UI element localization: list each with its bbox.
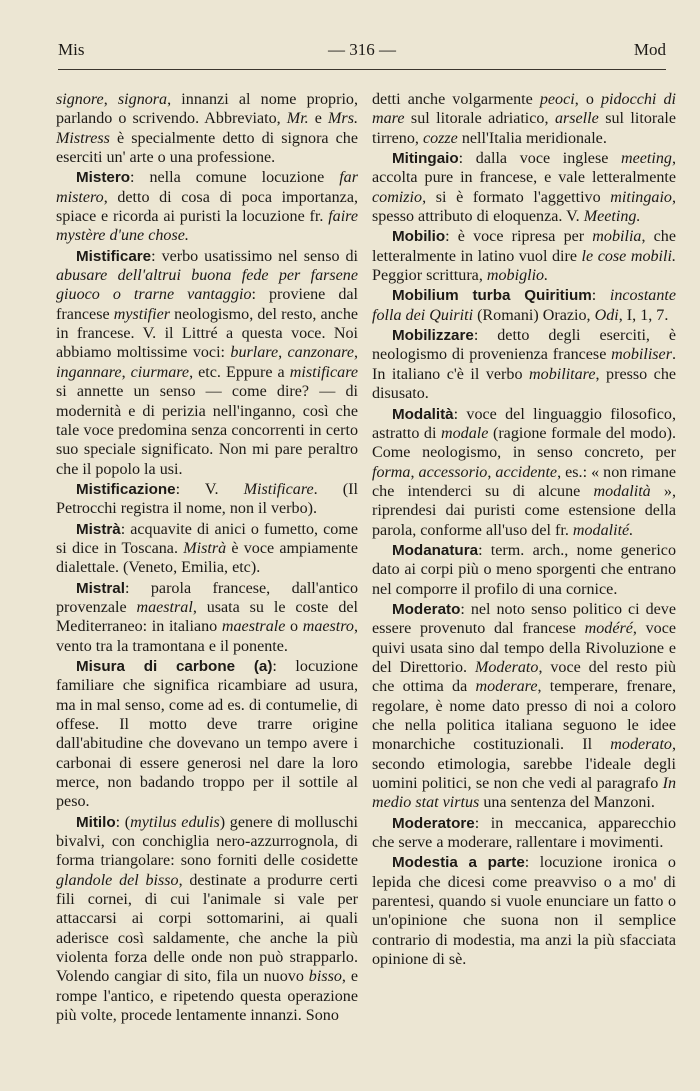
entry-headword: Mistrà <box>76 520 121 538</box>
entry-text: , es.: « non rimane che intenderci su di alcune <box>372 463 677 500</box>
entry-headword: Moderato <box>392 600 461 618</box>
entry-headword: Mobilio <box>392 228 446 246</box>
entry-text: : in meccanica, apparecchio che serve a moderare, rallentare i movimenti. <box>372 814 676 852</box>
italic-text: cozze <box>422 129 458 147</box>
entry-text: , presso che disusato. <box>372 365 677 403</box>
entry-text: è specialmente detto di signora che eserciti un' arte o una professione. <box>56 129 358 167</box>
italic-text: mobiglio. <box>486 267 549 285</box>
entry-text: : locuzione familiare che significa ricambiare ad usura, ma in mal senso, come ad es. di contumelie, di offese. Il motto deve trarre origine dall'abitudine che dovevano un tempo avere i carbonai di essere generosi nel dare la loro merce, non badando troppo per il sottile al peso. <box>56 657 358 811</box>
dictionary-entry <box>372 853 676 969</box>
italic-text: incostante folla dei Quiriti <box>372 287 676 324</box>
entry-text: : nella comune locuzione <box>130 169 340 187</box>
dictionary-entry <box>56 579 358 656</box>
italic-text: Odi <box>594 306 619 324</box>
entry-text: , <box>487 463 496 481</box>
entry-headword: Mitingaio <box>392 150 459 168</box>
entry-text: : proviene dal francese <box>56 286 358 323</box>
dictionary-entry <box>56 90 358 167</box>
entry-text: Peggior scrittura, <box>372 267 487 285</box>
entry-headword: Mobilium turba Quiritium <box>392 287 592 305</box>
right-column <box>372 90 676 970</box>
italic-text: modéré <box>584 620 633 638</box>
entry-text: , usata su le coste del Mediterraneo: in italiano <box>56 598 358 636</box>
entry-text: e <box>308 110 329 128</box>
dictionary-entry <box>372 814 676 853</box>
entry-text: è voce ampiamente dialettale. (Veneto, Emilia, etc). <box>56 539 358 577</box>
entry-headword: Mistral <box>76 579 125 597</box>
entry-text: sul litorale adriatico, <box>404 110 555 128</box>
entry-text: , si è formato l'aggettivo <box>422 188 611 206</box>
entry-text: », riprendesi dai puristi come estensione della parola, conforme all'uso del fr. <box>372 482 677 539</box>
italic-text: forma <box>372 463 411 481</box>
entry-headword: Modalità <box>392 405 454 423</box>
italic-text: mobilitare <box>529 365 596 383</box>
dictionary-entry <box>56 168 358 245</box>
entry-text: : verbo usatissimo nel senso di <box>151 247 358 265</box>
header-last-word: Mod <box>633 40 666 59</box>
entry-text: nell'Italia meridionale. <box>457 129 607 147</box>
entry-text: , innanzi al nome proprio, parlando o scrivendo. Abbreviato, <box>56 91 359 128</box>
entry-text: . (Il Petrocchi registra il nome, non il verbo). <box>56 480 358 518</box>
italic-text: peoci <box>539 91 575 108</box>
entry-text: detti anche volgarmente <box>372 91 540 108</box>
entry-headword: Mistificazione <box>76 480 176 498</box>
dictionary-entry <box>56 657 358 812</box>
italic-text: Mistificare <box>243 480 314 498</box>
entry-text: , accolta pure in francese, e vale letteralmente <box>372 150 676 187</box>
entry-text: : <box>591 287 610 305</box>
entry-text: , <box>103 91 118 108</box>
entry-text: si annette un senso — come dire? — di modernità e di perizia nell'inganno, così che tale voce predomina senza concorrenti in certo suo speciale significato. Non mi pare peraltro che il popolo la usi. <box>56 383 358 478</box>
dictionary-entry <box>56 520 358 578</box>
entry-text: : locuzione ironica o lepida che dicesi come preavviso o a mo' di parentesi, quando si vuole enunciare un fatto o un'opinione che suona non il semplice contrario di modestia, ma anzi la più sfacciata opinione di sè. <box>372 854 676 969</box>
entry-text: o <box>285 618 303 636</box>
entry-text: , o <box>574 91 601 108</box>
italic-text: ingannare <box>56 363 122 381</box>
italic-text: bisso <box>308 968 342 986</box>
italic-text: far mistero <box>56 169 358 206</box>
dictionary-entry <box>372 149 676 226</box>
entry-text: , <box>278 344 288 362</box>
italic-text: moderato <box>610 736 672 754</box>
italic-text: Mistrà <box>183 539 227 557</box>
italic-text: signore <box>56 91 104 108</box>
italic-text: modalità <box>593 482 651 500</box>
entry-text: , temperare, frenare, regolare, è nome dato presso di noi a coloro che nella politica italiana seguono le idee monarchiche costituzionali. Il <box>372 678 677 754</box>
italic-text: pidocchi di mare <box>372 91 676 128</box>
dictionary-entry <box>372 600 676 813</box>
italic-text: mytilus edulis <box>130 813 220 831</box>
entry-text: , secondo etimologia, sarebbe l'ideale degli uomini politici, se non che vedi al paragrafo <box>372 736 676 793</box>
dictionary-entry <box>372 90 676 148</box>
italic-text: modale <box>441 424 489 442</box>
italic-text: le cose mobili. <box>581 247 676 265</box>
italic-text: faire mystère d'une chose. <box>56 208 358 245</box>
entry-headword: Mobilizzare <box>392 327 474 345</box>
entry-text: , <box>410 463 419 481</box>
entry-text: : nel noto senso politico ci deve essere provenuto dal francese <box>372 600 676 638</box>
italic-text: mistificare <box>289 363 359 381</box>
dictionary-entry <box>372 227 676 285</box>
entry-text: : detto degli eserciti, è neologismo di provenienza francese <box>372 327 676 364</box>
entry-text: (Romani) Orazio, <box>473 306 595 324</box>
italic-text: mitingaio <box>610 188 672 206</box>
entry-text: . In italiano c'è il verbo <box>372 346 676 383</box>
entry-headword: Mistificare <box>76 247 152 265</box>
italic-text: maestral <box>136 598 193 616</box>
entry-headword: Mistero <box>76 169 131 187</box>
italic-text: mobilia <box>592 228 642 246</box>
italic-text: burlare <box>230 344 279 362</box>
entry-text: , che letteralmente in latino vuol dire <box>372 228 676 265</box>
dictionary-entry <box>372 405 676 540</box>
dictionary-entry <box>56 247 358 479</box>
entry-text: neologismo, del resto, anche in francese. V. il Littré a questa voce. Noi abbiamo moltissime voci: <box>56 305 359 362</box>
italic-text: In medio stat virtus <box>372 775 676 812</box>
entry-text: : voce del linguaggio filosofico, astratto di <box>372 405 676 442</box>
entry-text: , voce quivi usata sino dal tempo della Rivoluzione e del Direttorio. <box>372 620 676 676</box>
entry-headword: Modestia a parte <box>392 854 525 872</box>
dictionary-entry <box>372 286 676 325</box>
italic-text: abusare dell'altrui buona fede per farsene giuoco o trarne vantaggio <box>56 267 358 304</box>
entry-text: : parola francese, dall'antico provenzale <box>56 579 358 616</box>
entry-text: , <box>121 363 131 381</box>
italic-text: Meeting. <box>583 208 641 226</box>
entry-text: , detto di cosa di poca importanza, spiace e ricorda ai puristi la locuzione fr. <box>56 188 358 226</box>
italic-text: maestro <box>302 618 354 636</box>
entry-text: , I, 1, 7. <box>618 306 669 324</box>
entry-headword: Modanatura <box>392 541 479 559</box>
italic-text: arselle <box>554 110 599 128</box>
italic-text: modalité. <box>572 521 634 539</box>
entry-text: : term. arch., nome generico dato ai corpi più o meno sporgenti che entrano nel comporre il profilo di una cornice. <box>372 541 676 598</box>
dictionary-entry <box>56 480 358 519</box>
entry-text: , e rompe l'antico, e ripetendo questa operazione più volte, procede lentamente innanzi. Sono <box>56 968 358 1025</box>
italic-text: glandole del bisso <box>56 871 179 889</box>
dictionary-entry <box>372 541 676 599</box>
italic-text: Mr. <box>286 110 309 128</box>
entry-text: : è voce ripresa per <box>445 228 593 246</box>
entry-text: una sentenza del Manzoni. <box>479 794 655 812</box>
entry-text: sul litorale tirreno, <box>372 110 676 147</box>
header-first-word: Mis <box>58 40 85 59</box>
entry-text: , <box>353 344 358 362</box>
italic-text: mobiliser <box>611 346 672 364</box>
entry-text: (ragione formale del modo). Come neologismo, in senso concreto, per <box>372 424 676 462</box>
entry-text: , spesso attributo di eloquenza. V. <box>372 188 676 226</box>
page-header <box>58 40 666 66</box>
italic-text: Moderato <box>474 658 539 676</box>
entry-text: : acquavite di anici o fumetto, come si dice in Toscana. <box>56 520 358 557</box>
italic-text: maestrale <box>221 618 286 636</box>
italic-text: canzonare <box>287 344 354 362</box>
italic-text: accessorio <box>418 463 488 481</box>
italic-text: Mrs. Mistress <box>56 110 358 147</box>
italic-text: mystifier <box>113 305 171 323</box>
entry-headword: Moderatore <box>392 814 475 832</box>
left-column <box>56 90 358 1027</box>
entry-text: , etc. Eppure a <box>189 363 290 381</box>
italic-text: accidente <box>495 463 558 481</box>
entry-text: , vento tra la tramontana e il ponente. <box>56 618 359 655</box>
entry-text: : dalla voce inglese <box>458 150 622 168</box>
italic-text: moderare <box>475 678 538 696</box>
entry-text: , voce del resto più che ottima da <box>372 658 676 696</box>
entry-headword: Mitilo <box>76 813 116 831</box>
dictionary-entry <box>56 813 358 1026</box>
italic-text: comizio <box>372 188 423 206</box>
italic-text: meeting <box>621 150 672 168</box>
page-number: — 316 — <box>328 40 396 59</box>
header-rule <box>58 69 666 70</box>
entry-text: ) genere di molluschi bivalvi, con conchiglia nero-azzurrognola, di forma triangolare: sono forniti delle cosidette <box>56 813 358 870</box>
italic-text: signora <box>117 91 168 108</box>
entry-text: , destinate a produrre certi fili cornei, di cui l'animale si vale per attaccarsi ai corpi sottomarini, ai quali aderisce così saldamente, che anche la più violenta forza delle onde non può strapparlo. Volendo cangiar di sito, fila un nuovo <box>56 871 358 986</box>
dictionary-entry <box>372 326 676 403</box>
entry-text: : ( <box>115 813 131 831</box>
entry-text: : V. <box>175 480 244 498</box>
entry-headword: Misura di carbone (a) <box>76 657 273 675</box>
italic-text: ciurmare <box>130 363 190 381</box>
